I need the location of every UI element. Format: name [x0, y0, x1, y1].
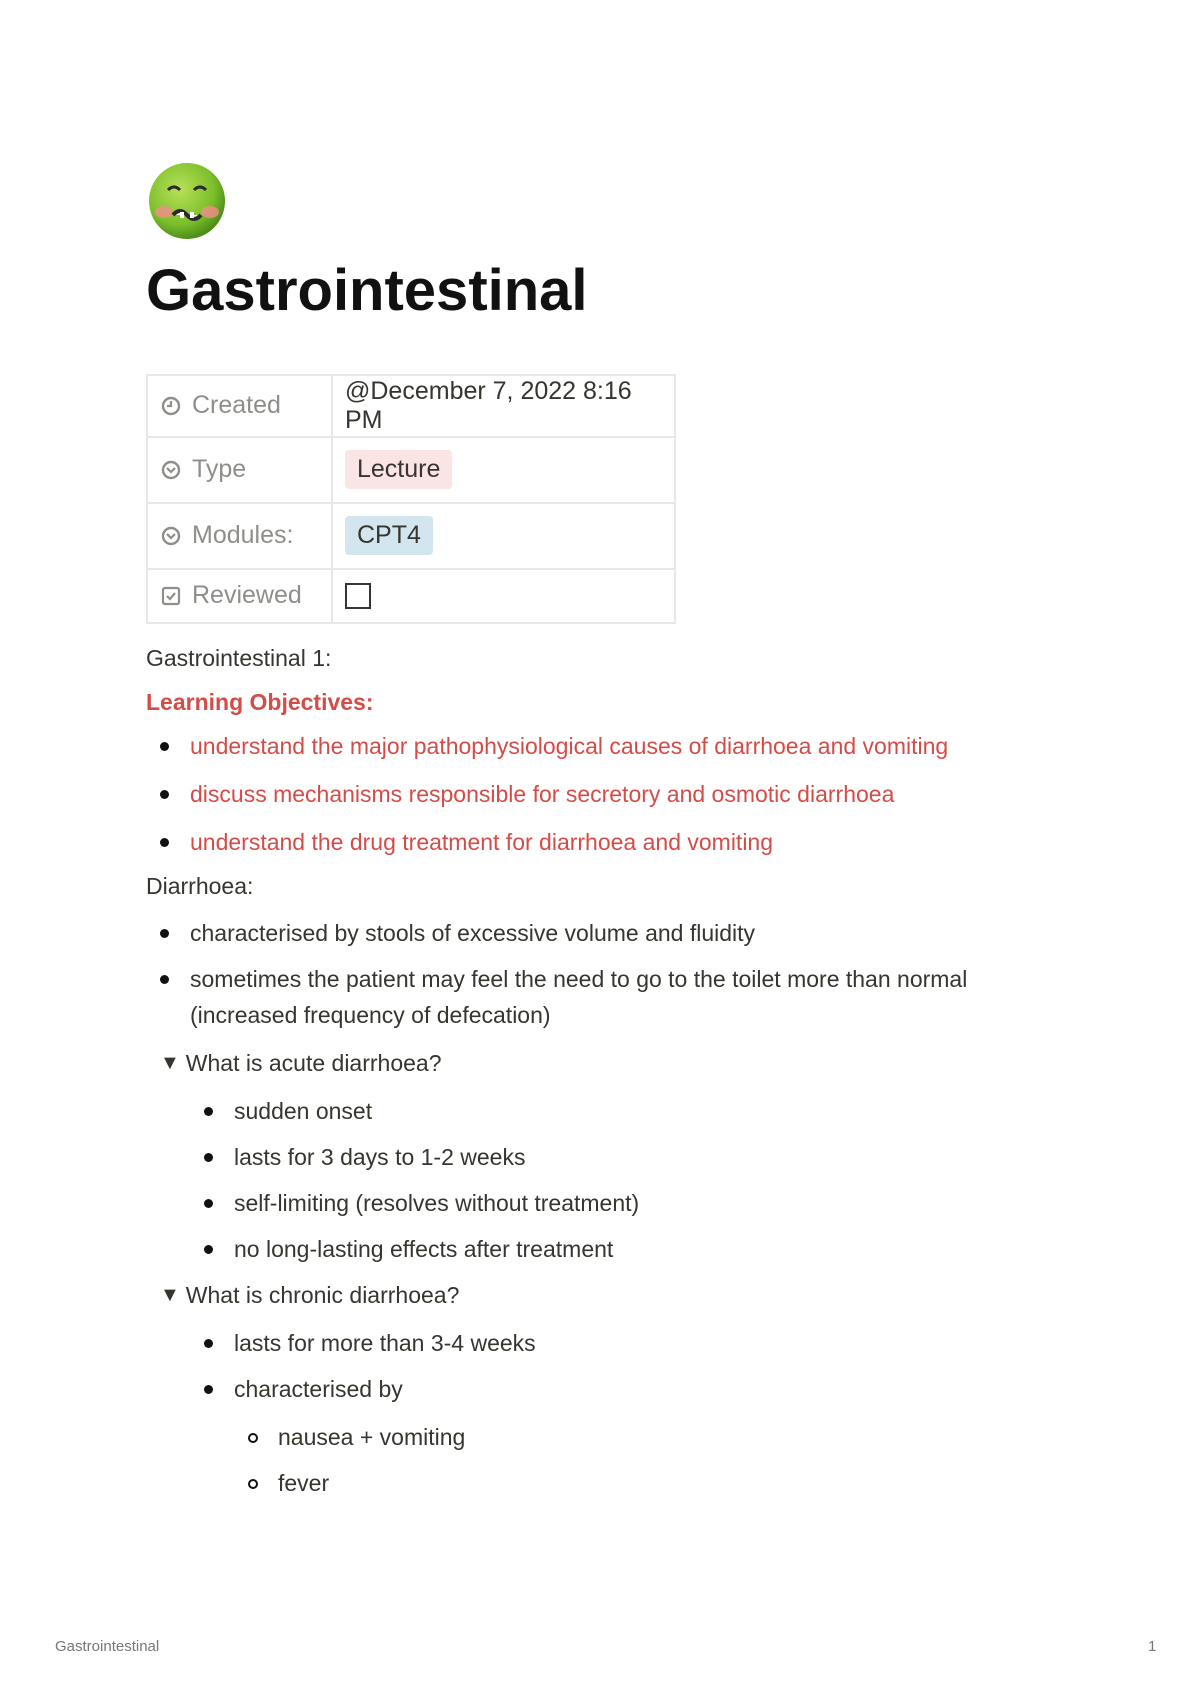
property-row-created — [147, 375, 675, 437]
type-label: Type — [192, 455, 247, 484]
acute-list — [190, 1093, 1066, 1267]
list-item: nausea + vomiting — [234, 1419, 1066, 1455]
chronic-list — [190, 1325, 1066, 1407]
list-item: self-limiting (resolves without treatment) — [190, 1185, 1066, 1221]
list-item: characterised by — [190, 1371, 1066, 1407]
properties-table — [146, 374, 676, 624]
footer-doc-name: Gastrointestinal — [55, 1638, 160, 1655]
clock-icon — [160, 395, 182, 417]
select-arrow-icon — [160, 459, 182, 481]
modules-tag[interactable]: CPT4 — [345, 516, 433, 555]
toggle-chronic-diarrhoea[interactable] — [146, 1277, 1066, 1313]
section-heading: Gastrointestinal 1: — [146, 644, 332, 671]
reviewed-checkbox[interactable] — [345, 583, 371, 609]
property-row-modules — [147, 503, 675, 569]
list-item: characterised by stools of excessive volume and fluidity — [146, 915, 1066, 951]
page-content — [146, 160, 1066, 1501]
list-item: lasts for 3 days to 1-2 weeks — [190, 1139, 1066, 1175]
diarrhoea-list — [146, 915, 1066, 1033]
checkbox-property-icon — [160, 585, 182, 607]
created-label: Created — [192, 391, 281, 420]
list-item: fever — [234, 1465, 1066, 1501]
nauseated-face-icon — [146, 160, 228, 242]
chronic-sub-list — [234, 1419, 1066, 1501]
list-item: sudden onset — [190, 1093, 1066, 1129]
list-item: discuss mechanisms responsible for secretory and osmotic diarrhoea — [146, 776, 1066, 812]
list-item: no long-lasting effects after treatment — [190, 1231, 1066, 1267]
toggle-label: What is acute diarrhoea? — [185, 1050, 442, 1077]
toggle-acute-diarrhoea[interactable] — [146, 1045, 1066, 1081]
toggle-triangle-icon[interactable]: ▼ — [160, 1284, 180, 1307]
modules-label: Modules: — [192, 521, 294, 550]
objectives-heading: Learning Objectives: — [146, 688, 374, 715]
multi-select-icon — [160, 525, 182, 547]
type-tag[interactable]: Lecture — [345, 450, 452, 489]
list-item: lasts for more than 3-4 weeks — [190, 1325, 1066, 1361]
diarrhoea-heading: Diarrhoea: — [146, 872, 254, 899]
toggle-triangle-icon[interactable]: ▼ — [160, 1052, 180, 1075]
property-row-type — [147, 437, 675, 503]
created-value[interactable]: @December 7, 2022 8:16 PM — [332, 375, 675, 437]
page-title: Gastrointestinal — [146, 258, 588, 323]
reviewed-label: Reviewed — [192, 581, 302, 610]
property-row-reviewed — [147, 569, 675, 623]
objectives-list — [146, 728, 1066, 860]
list-item: understand the drug treatment for diarrhoea and vomiting — [146, 824, 1066, 860]
list-item: sometimes the patient may feel the need to go to the toilet more than normal (increased frequency of defecation) — [146, 961, 970, 1033]
toggle-label: What is chronic diarrhoea? — [185, 1282, 460, 1309]
footer-page-number: 1 — [1148, 1638, 1157, 1655]
list-item: understand the major pathophysiological causes of diarrhoea and vomiting — [146, 728, 1066, 764]
